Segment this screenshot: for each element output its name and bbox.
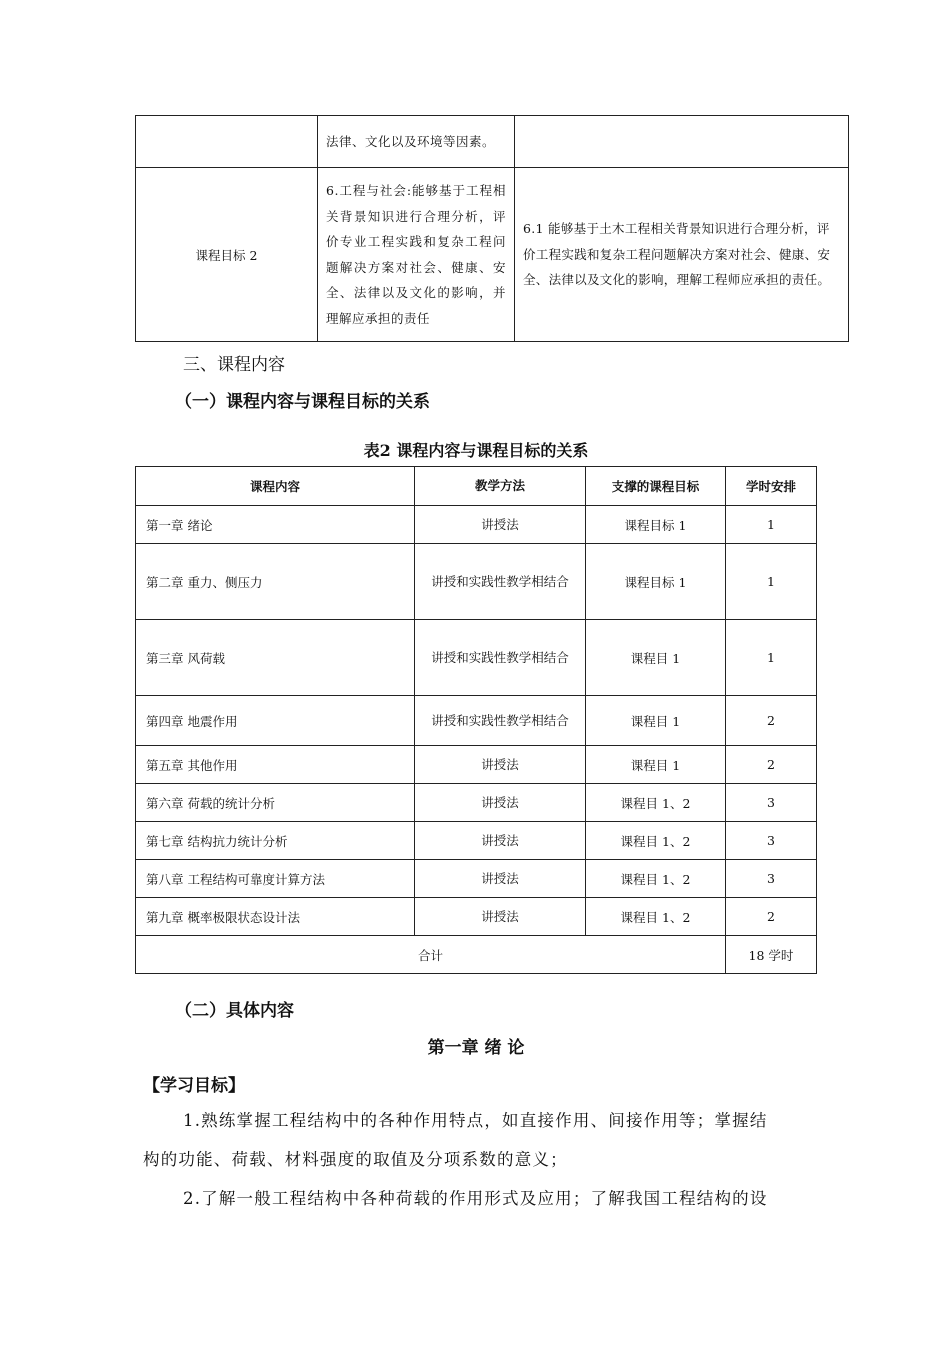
subsection-title: （二）具体内容 (175, 1001, 294, 1021)
table-cell: 1 (726, 620, 817, 696)
table-cell: 1 (726, 544, 817, 620)
column-header: 支撑的课程目标 (586, 467, 726, 506)
table-cell: 2 (726, 898, 817, 936)
content-table (135, 466, 817, 974)
table-row (136, 506, 817, 544)
table-cell: 课程目标 2 (136, 168, 318, 342)
paragraph-line: 1.熟练掌握工程结构中的各种作用特点，如直接作用、间接作用等；掌握结 (183, 1111, 768, 1130)
table-cell: 3 (726, 784, 817, 822)
column-header: 学时安排 (726, 467, 817, 506)
table-cell: 讲授法 (415, 784, 586, 822)
table-row (136, 860, 817, 898)
table-cell: 3 (726, 822, 817, 860)
table-cell: 讲授和实践性教学相结合 (415, 544, 586, 620)
table-cell: 第一章 绪论 (136, 506, 415, 544)
table-cell: 2 (726, 696, 817, 746)
chapter-title: 第一章 绪 论 (427, 1038, 525, 1058)
table-cell: 课程目标 1 (586, 544, 726, 620)
table-cell: 课程目 1、2 (586, 898, 726, 936)
table-cell: 第二章 重力、侧压力 (136, 544, 415, 620)
table-cell: 讲授法 (415, 746, 586, 784)
table-cell: 讲授法 (415, 860, 586, 898)
table-cell: 课程目 1 (586, 620, 726, 696)
table-header-row (136, 467, 817, 506)
table-row (136, 746, 817, 784)
section-title: 三、课程内容 (183, 355, 285, 375)
table-cell: 课程目标 1 (586, 506, 726, 544)
table-cell (515, 116, 849, 168)
table-cell: 第三章 风荷载 (136, 620, 415, 696)
table-cell: 1 (726, 506, 817, 544)
paragraph-line: 构的功能、荷载、材料强度的取值及分项系数的意义； (143, 1150, 568, 1169)
paragraph-line: 2.了解一般工程结构中各种荷载的作用形式及应用；了解我国工程结构的设 (183, 1189, 768, 1208)
table-cell: 课程目 1、2 (586, 860, 726, 898)
table-cell: 第七章 结构抗力统计分析 (136, 822, 415, 860)
table-cell: 课程目 1、2 (586, 784, 726, 822)
table-cell: 3 (726, 860, 817, 898)
table-cell: 第六章 荷载的统计分析 (136, 784, 415, 822)
table-cell: 第四章 地震作用 (136, 696, 415, 746)
table-row (136, 784, 817, 822)
table-caption: 表2 课程内容与课程目标的关系 (363, 441, 589, 460)
table-cell: 讲授法 (415, 822, 586, 860)
table-cell: 2 (726, 746, 817, 784)
table-cell (136, 116, 318, 168)
table-cell: 第八章 工程结构可靠度计算方法 (136, 860, 415, 898)
objectives-label: 【学习目标】 (143, 1076, 245, 1096)
table-cell: 课程目 1 (586, 746, 726, 784)
table-cell: 课程目 1、2 (586, 822, 726, 860)
table-cell: 6.1 能够基于土木工程相关背景知识进行合理分析，评价工程实践和复杂工程问题解决方案对社会、健康、安全、法律以及文化的影响，理解工程师应承担的责任。 (515, 168, 849, 342)
total-hours: 18 学时 (726, 936, 817, 974)
table-row (136, 544, 817, 620)
table-cell: 讲授法 (415, 506, 586, 544)
table-row (136, 116, 849, 168)
subsection-title: （一）课程内容与课程目标的关系 (175, 392, 430, 412)
table-cell: 课程目 1 (586, 696, 726, 746)
objectives-table (135, 115, 849, 342)
table-cell: 讲授和实践性教学相结合 (415, 696, 586, 746)
table-cell: 第五章 其他作用 (136, 746, 415, 784)
table-cell: 讲授和实践性教学相结合 (415, 620, 586, 696)
table-cell: 6.工程与社会:能够基于工程相关背景知识进行合理分析，评价专业工程实践和复杂工程问题解决方案对社会、健康、安全、法律以及文化的影响，并理解应承担的责任 (318, 168, 515, 342)
table-row (136, 898, 817, 936)
table-cell: 讲授法 (415, 898, 586, 936)
table-row (136, 822, 817, 860)
column-header: 课程内容 (136, 467, 415, 506)
table-cell: 第九章 概率极限状态设计法 (136, 898, 415, 936)
table-row (136, 620, 817, 696)
table-total-row (136, 936, 817, 974)
table-cell: 法律、文化以及环境等因素。 (318, 116, 515, 168)
table-row (136, 696, 817, 746)
table-row (136, 168, 849, 342)
total-label: 合计 (136, 936, 726, 974)
column-header: 教学方法 (415, 467, 586, 506)
